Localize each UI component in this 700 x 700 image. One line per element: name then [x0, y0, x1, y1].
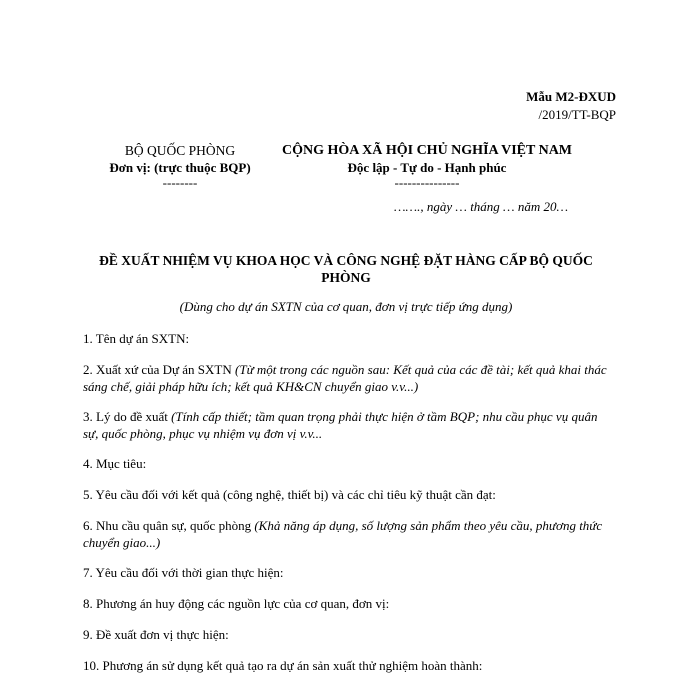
form-item	[83, 361, 613, 395]
form-code-title: Mẫu M2-ĐXUD	[526, 89, 616, 104]
form-item-note: (Khả năng áp dụng, số lượng sản phẩm theo yêu cầu, phương thức chuyển giao...)	[83, 518, 603, 550]
form-item	[83, 657, 613, 674]
header-right	[282, 142, 572, 189]
header-left	[100, 142, 260, 189]
country-name: CỘNG HÒA XÃ HỘI CHỦ NGHĨA VIỆT NAM	[282, 143, 573, 158]
date-line: ……., ngày … tháng … năm 20…	[394, 199, 569, 214]
form-item-text: 2. Xuất xứ của Dự án SXTN	[83, 362, 236, 377]
form-item	[83, 564, 613, 581]
form-item-text: 10. Phương án sử dụng kết quả tạo ra dự án sản xuất thử nghiệm hoàn thành:	[83, 658, 483, 673]
form-item-note: (Từ một trong các nguồn sau: Kết quả của các đề tài; kết quả khai thác sáng chế, giải pháp hữu ích; kết quả KH&CN chuyển giao v.v...)	[83, 362, 607, 394]
form-items	[83, 330, 613, 674]
form-item-text: 7. Yêu cầu đối với thời gian thực hiện:	[83, 565, 284, 580]
form-item	[83, 595, 613, 612]
form-code-number: /2019/TT-BQP	[538, 107, 616, 122]
unit-name: Đơn vị: (trực thuộc BQP)	[109, 160, 251, 175]
form-item-text: 4. Mục tiêu:	[83, 456, 147, 471]
form-item-text: 8. Phương án huy động các nguồn lực của cơ quan, đơn vị:	[83, 596, 390, 611]
form-item-text: 3. Lý do đề xuất	[83, 409, 172, 424]
form-item	[83, 408, 613, 442]
national-motto: Độc lập - Tự do - Hạnh phúc	[347, 160, 507, 175]
form-item-text: 9. Đề xuất đơn vị thực hiện:	[83, 627, 229, 642]
form-item	[83, 455, 613, 472]
form-item	[83, 486, 613, 503]
form-item-note: (Tính cấp thiết; tầm quan trọng phải thực hiện ở tầm BQP; nhu cầu phục vụ quân sự, quốc phòng, phục vụ nhiệm vụ đơn vị v.v...	[83, 409, 598, 441]
form-item	[83, 330, 613, 347]
form-item	[83, 517, 613, 551]
ministry-name: BỘ QUỐC PHÒNG	[124, 143, 236, 158]
form-item	[83, 626, 613, 643]
header-left-divider: --------	[162, 175, 198, 190]
document-subtitle: (Dùng cho dự án SXTN của cơ quan, đơn vị trực tiếp ứng dụng)	[179, 299, 513, 314]
document-title: ĐỀ XUẤT NHIỆM VỤ KHOA HỌC VÀ CÔNG NGHỆ ĐẶT HÀNG CẤP BỘ QUỐC PHÒNG	[99, 253, 593, 285]
form-code-block	[526, 88, 616, 124]
header-right-divider: ---------------	[394, 175, 460, 190]
form-item-text: 6. Nhu cầu quân sự, quốc phòng	[83, 518, 255, 533]
form-item-text: 5. Yêu cầu đối với kết quả (công nghệ, thiết bị) và các chỉ tiêu kỹ thuật cần đạt:	[83, 487, 496, 502]
form-item-text: 1. Tên dự án SXTN:	[83, 331, 190, 346]
